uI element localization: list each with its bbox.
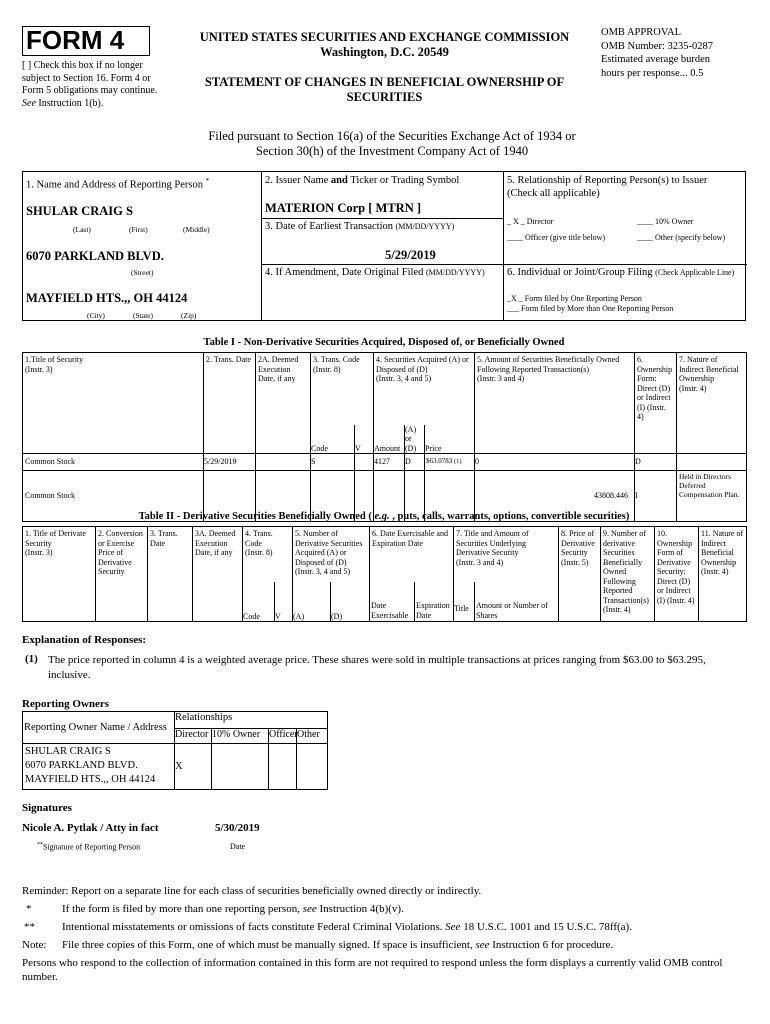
t2-col-owned: 9. Number of derivative Securities Beneficially Owned Following Reported Transaction(s) (Instr. 4) [601, 527, 655, 622]
agency-heading: UNITED STATES SECURITIES AND EXCHANGE COMMISSION Washington, D.C. 20549 [199, 30, 570, 59]
t1-r1-v [355, 454, 374, 471]
t2-col-nature: 11. Nature of Indirect Beneficial Ownership (Instr. 4) [699, 527, 747, 622]
t1-r2-form: I [635, 471, 677, 522]
reporting-person-name: SHULAR CRAIG S [26, 204, 133, 218]
divider [261, 172, 262, 320]
t2-sub-date-exercisable: Date Exercisable [370, 582, 415, 622]
star-mark: * [26, 903, 32, 915]
t1-r1-aord: D [405, 454, 425, 471]
omb-approval: OMB APPROVAL OMB Number: 3235-0287 Estimated average burden hours per response... 0.5 [601, 27, 713, 79]
t1-sub-amount: Amount [374, 425, 405, 454]
table2-derivative [22, 526, 747, 622]
owner-officer-mark [269, 744, 297, 790]
t1-col-owned: 5. Amount of Securities Beneficially Owned Following Reported Transaction(s) (Instr. 3 and 4) [475, 353, 635, 454]
t1-col-code: 3. Trans. Code (Instr. 8) [311, 353, 374, 425]
t1-r2-title: Common Stock [23, 471, 204, 522]
owner-director-mark: X [175, 744, 212, 790]
table-row [23, 744, 328, 790]
t2-col-underlying: 7. Title and Amount of Securities Underlying Derivative Security (Instr. 3 and 4) [454, 527, 559, 582]
t2-sub-title: Title [454, 582, 475, 622]
footnote-text: The price reported in column 4 is a weighted average price. These shares were sold in multiple transactions at prices ranging from $63.00 to $63.295, inclusive. [48, 654, 706, 681]
star2-text: Intentional misstatements or omissions of facts constitute Federal Criminal Violations. See 18 U.S.C. 1001 and 15 U.S.C. 78ff(a). [62, 921, 632, 933]
t2-sub-amount: Amount or Number of Shares [475, 582, 559, 622]
signature-label: **Signature of Reporting Person [37, 842, 141, 852]
t1-col-nature: 7. Nature of Indirect Beneficial Ownership (Instr. 4) [677, 353, 747, 454]
t1-col-date: 2. Trans. Date [204, 353, 256, 454]
table1-non-derivative [22, 352, 747, 522]
t2-sub-v: V [275, 582, 293, 622]
t1-r2-owned: 43808.446 [475, 471, 635, 522]
signer-name: Nicole A. Pytlak / Atty in fact [22, 822, 159, 834]
t1-sub-v: V [355, 425, 374, 454]
relationship-other: ____ Other (specify below) [637, 233, 726, 242]
divider [261, 218, 504, 219]
t2-sub-expiration: Expiration Date [415, 582, 454, 622]
t2-col-date: 3. Trans. Date [148, 527, 193, 622]
reporting-grid [22, 171, 746, 321]
filed-pursuant: Filed pursuant to Section 16(a) of the Securities Exchange Act of 1934 or Section 30(h) of the Investment Company Act of 1940 [208, 129, 576, 158]
t1-sub-price: Price [425, 425, 475, 454]
t1-col-deemed: 2A. Deemed Execution Date, if any [256, 353, 311, 454]
state-label: (State) [133, 311, 153, 320]
divider [503, 172, 504, 320]
t2-col-form: 10. Ownership Form of Derivative Security: Direct (D) or Indirect (I) (Instr. 4) [655, 527, 699, 622]
footnote-link[interactable]: (1) [454, 458, 462, 466]
earliest-transaction-date: 5/29/2019 [385, 248, 436, 262]
t1-sub-aord: (A) or (D) [405, 425, 425, 454]
t1-r1-date: 5/29/2019 [204, 454, 256, 471]
t2-col-conversion: 2. Conversion or Exercise Price of Derivative Security [96, 527, 148, 622]
owners-col-other: Other [297, 729, 328, 744]
city-state-zip: MAYFIELD HTS.,, OH 44124 [26, 291, 188, 305]
table2-title: Table II - Derivative Securities Beneficially Owned ( e.g. , puts, calls, warrants, options, convertible securities) [138, 511, 630, 522]
star1-text: If the form is filed by more than one reporting person, see Instruction 4(b)(v). [62, 903, 404, 915]
signature-date: 5/30/2019 [215, 822, 260, 834]
t2-sub-code: Code [243, 582, 275, 622]
city-label: (City) [87, 311, 105, 320]
t1-r1-title: Common Stock [23, 454, 204, 471]
divider [261, 264, 747, 265]
double-star-mark: ** [24, 921, 35, 933]
filing-option-one: _X _ Form filed by One Reporting Person [507, 294, 642, 303]
t2-col-code: 4. Trans. Code (Instr. 8) [243, 527, 293, 582]
reminder-text: Reminder: Report on a separate line for each class of securities beneficially owned directly or indirectly. [22, 885, 482, 897]
persons-notice: Persons who respond to the collection of information contained in this form are not required to respond unless the form displays a currently valid OMB control number. [22, 957, 723, 983]
street-label: (Street) [131, 268, 154, 277]
box3-label: 3. Date of Earliest Transaction (MM/DD/YYYY) [265, 221, 455, 232]
date-label: Date [230, 842, 246, 851]
box1-label: 1. Name and Address of Reporting Person * [26, 177, 210, 191]
t1-col-title: 1.Title of Security (Instr. 3) [23, 353, 204, 454]
t1-r2-nature: Held in Directors Deferred Compensation Plan. [677, 471, 747, 522]
owner-ten-percent-mark [212, 744, 269, 790]
statement-heading: STATEMENT OF CHANGES IN BENEFICIAL OWNERSHIP OF SECURITIES [204, 75, 565, 104]
relationship-director: _ X _ Director [507, 217, 554, 226]
owners-col-ten-percent: 10% Owner [212, 729, 269, 744]
owners-col-name: Reporting Owner Name / Address [23, 712, 175, 744]
box2-label: 2. Issuer Name and Ticker or Trading Symbol [265, 175, 460, 186]
box5-label: 5. Relationship of Reporting Person(s) to Issuer (Check all applicable) [507, 175, 708, 199]
t1-r1-nature [677, 454, 747, 471]
explanation-heading: Explanation of Responses: [22, 634, 147, 646]
t1-col-form: 6. Ownership Form: Direct (D) or Indirect (I) (Instr. 4) [635, 353, 677, 454]
t1-col-acquired: 4. Securities Acquired (A) or Disposed of (D) (Instr. 3, 4 and 5) [374, 353, 475, 425]
last-label: (Last) [73, 225, 91, 234]
box4-label: 4. If Amendment, Date Original Filed (MM/DD/YYYY) [265, 267, 485, 278]
owner-other-mark [297, 744, 328, 790]
t2-col-deemed: 3A. Deemed Execution Date, if any [193, 527, 243, 622]
signatures-heading: Signatures [22, 802, 72, 814]
relationship-ten-percent: ____ 10% Owner [637, 217, 694, 226]
box6-label: 6. Individual or Joint/Group Filing (Check Applicable Line) [507, 267, 735, 278]
t1-r1-code: S [311, 454, 355, 471]
t1-sub-code: Code [311, 425, 355, 454]
note-label: Note: [22, 939, 47, 951]
middle-label: (Middle) [183, 225, 210, 234]
reporting-owners-table [22, 711, 328, 790]
footnote-number: (1) [25, 653, 38, 665]
t2-sub-d: (D) [331, 582, 370, 622]
note-text: File three copies of this Form, one of which must be manually signed. If space is insufficient, see Instruction 6 for procedure. [62, 939, 614, 951]
owners-col-officer: Officer [269, 729, 297, 744]
issuer-name: MATERION Corp [ MTRN ] [265, 201, 422, 215]
t2-col-number: 5. Number of Derivative Securities Acquired (A) or Disposed of (D) (Instr. 3, 4 and 5) [293, 527, 370, 582]
zip-label: (Zip) [181, 311, 197, 320]
form-title: FORM 4 [22, 26, 150, 56]
t1-r1-deemed [256, 454, 311, 471]
table1-title: Table I - Non-Derivative Securities Acquired, Disposed of, or Beneficially Owned [203, 337, 565, 348]
t2-col-exercisable: 6. Date Exercisable and Expiration Date [370, 527, 454, 582]
relationship-officer: ____ Officer (give title below) [507, 233, 606, 242]
owners-heading: Reporting Owners [22, 698, 110, 710]
filing-option-group: ___ Form filed by More than One Reporting Person [507, 304, 674, 313]
owners-col-relationships: Relationships [175, 712, 328, 729]
first-label: (First) [129, 225, 148, 234]
table-row [23, 454, 747, 471]
t1-r1-owned: 0 [475, 454, 635, 471]
t2-col-title: 1. Title of Derivate Security (Instr. 3) [23, 527, 96, 622]
t2-col-price: 8. Price of Derivative Security (Instr. 5) [559, 527, 601, 622]
t2-sub-a: (A) [293, 582, 331, 622]
t1-r1-form: D [635, 454, 677, 471]
street-address: 6070 PARKLAND BLVD. [26, 249, 164, 263]
t1-r1-amount: 4127 [374, 454, 405, 471]
t1-r1-price: $63.0783 (1) [425, 454, 475, 471]
checkbox-notice[interactable]: [ ] Check this box if no longer subject to Section 16. Form 4 or Form 5 obligations may continue. See Instruction 1(b). [22, 60, 158, 109]
owner-name-address: SHULAR CRAIG S 6070 PARKLAND BLVD. MAYFIELD HTS.,, OH 44124 [23, 744, 175, 790]
owners-col-director: Director [175, 729, 212, 744]
